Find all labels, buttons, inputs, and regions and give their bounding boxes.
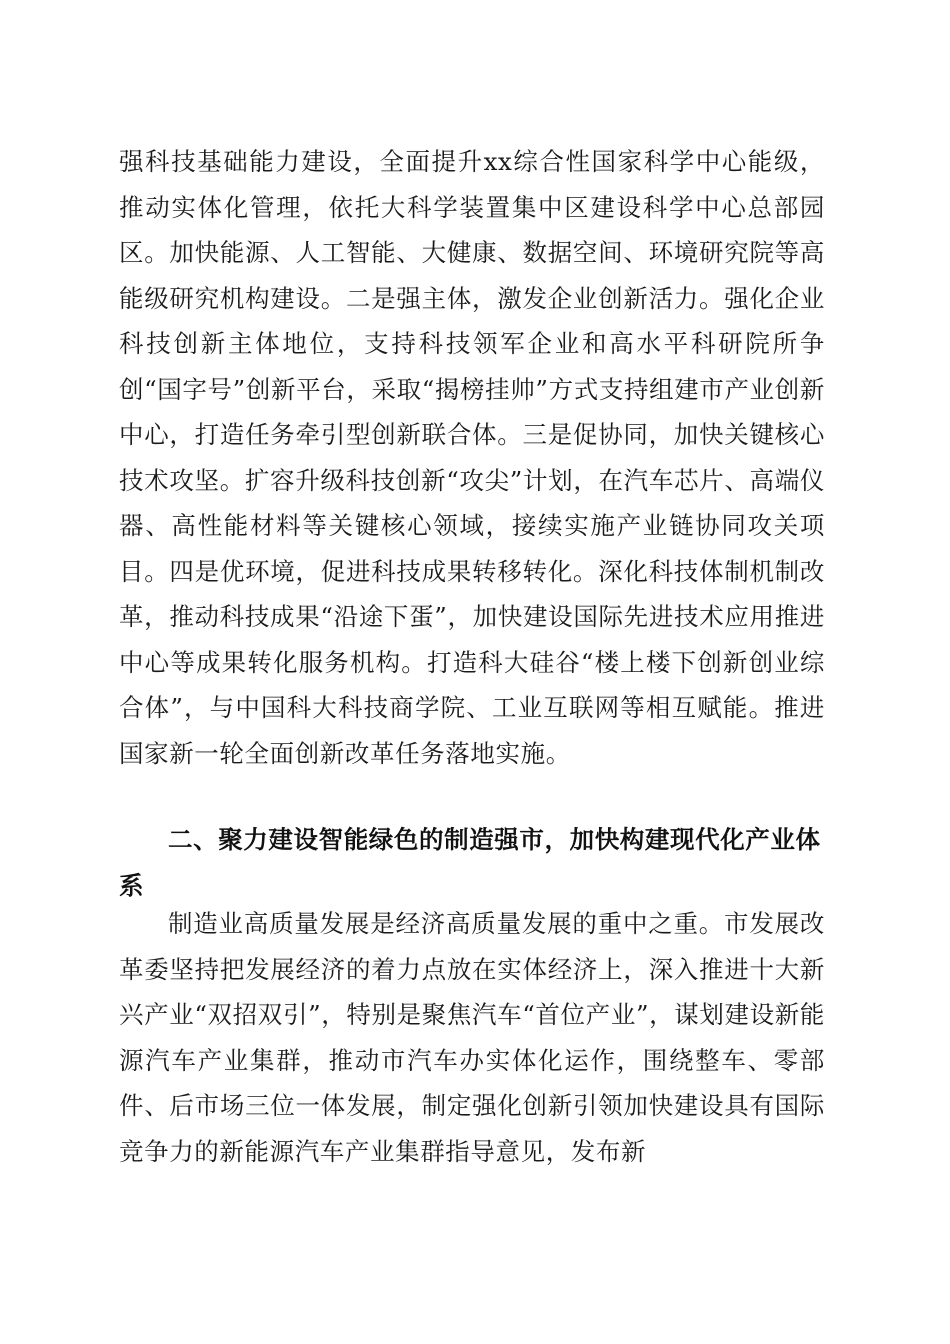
section-heading: 二、聚力建设智能绿色的制造强市，加快构建现代化产业体系 [119,825,821,900]
body-paragraph-1: 强科技基础能力建设，全面提升xx综合性国家科学中心能级，推动实体化管理，依托大科学装置集中区建设科学中心总部园区。加快能源、人工智能、大健康、数据空间、环境研究院等高能级研究机构建设。二是强主体，激发企业创新活力。强化企业科技创新主体地位，支持科技领军企业和高水平科研院所争创“国字号”创新平台，采取“揭榜挂帅”方式支持组建市产业创新中心，打造任务牵引型创新联合体。三是促协同，加快关键核心技术攻坚。扩容升级科技创新“攻尖”计划，在汽车芯片、高端仪器、高性能材料等关键核心领域，接续实施产业链协同攻关项目。四是优环境，促进科技成果转移转化。深化科技体制机制改革，推动科技成果“沿途下蛋”，加快建设国际先进技术应用推进中心等成果转化服务机构。打造科大硅谷“楼上楼下创新创业综合体”，与中国科大科技商学院、工业互联网等相互赋能。推进国家新一轮全面创新改革任务落地实施。 [119,147,825,768]
body-paragraph-2: 制造业高质量发展是经济高质量发展的重中之重。市发展改革委坚持把发展经济的着力点放在实体经济上，深入推进十大新兴产业“双招双引”，特别是聚焦汽车“首位产业”，谋划建设新能源汽车产业集群，推动市汽车办实体化运作，围绕整车、零部件、后市场三位一体发展，制定强化创新引领加快建设具有国际竞争力的新能源汽车产业集群指导意见，发布新 [119,909,825,1166]
